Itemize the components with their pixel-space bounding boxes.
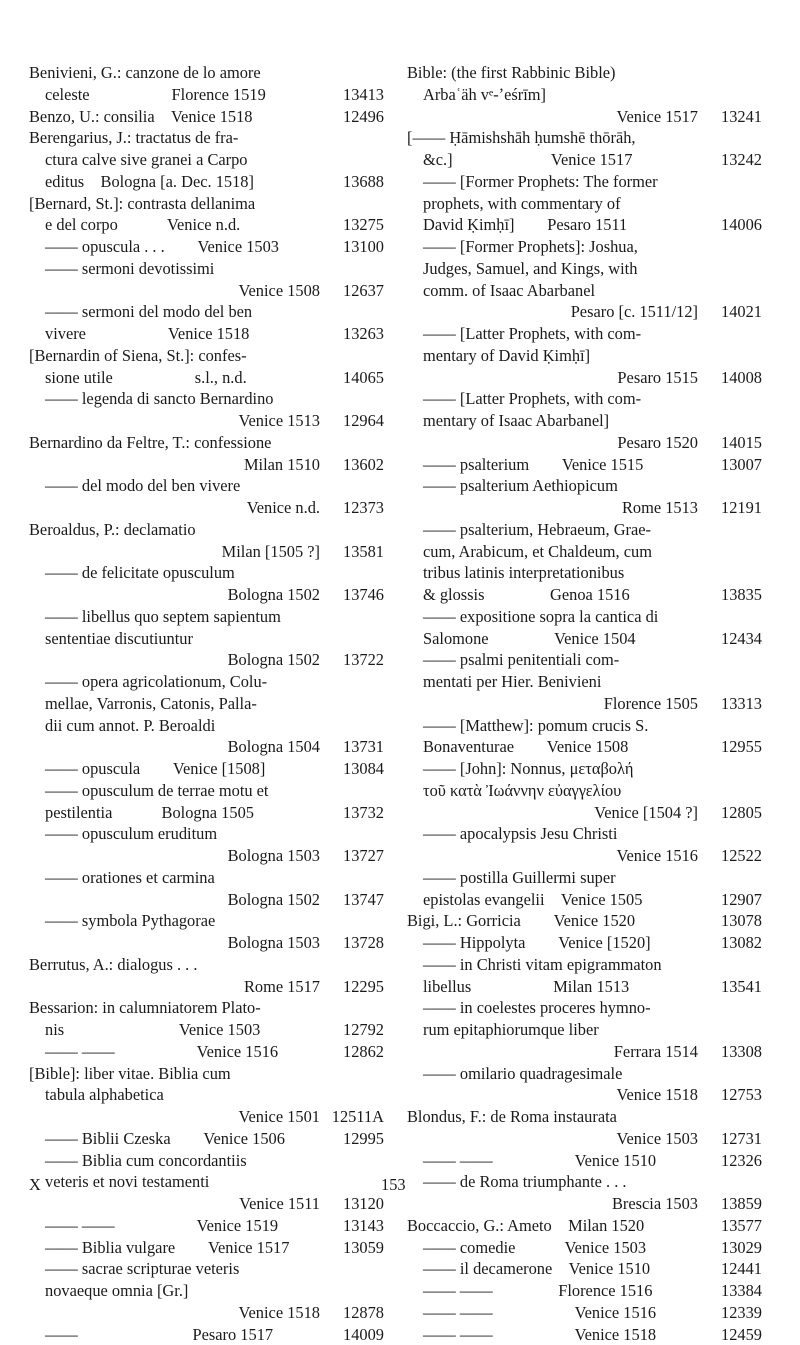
entry-text: Berrutus, A.: dialogus . . . (29, 954, 320, 976)
entry-text: cum, Arabicum, et Chaldeum, cum (423, 541, 698, 563)
entry-text: —— Biblia vulgare Venice 1517 (45, 1237, 320, 1259)
entry-text: Salomone Venice 1504 (423, 628, 698, 650)
entry-number: 13602 (324, 454, 384, 476)
entry-number: 13120 (324, 1193, 384, 1215)
catalogue-entry-line (407, 976, 762, 998)
catalogue-entry-line (407, 889, 762, 911)
catalogue-entry-line (407, 62, 762, 84)
catalogue-entry-line (407, 910, 762, 932)
entry-number: 13746 (324, 584, 384, 606)
entry-text: Venice 1513 (29, 410, 320, 432)
catalogue-entry-line (29, 323, 384, 345)
entry-text: editus Bologna [a. Dec. 1518] (45, 171, 320, 193)
entry-text: Ferrara 1514 (407, 1041, 698, 1063)
entry-text: —— sermoni del modo del ben (45, 301, 320, 323)
entry-text: —— postilla Guillermi super (423, 867, 698, 889)
entry-number: 13731 (324, 736, 384, 758)
right-column (407, 62, 762, 1345)
catalogue-entry-line (29, 62, 384, 84)
entry-text: —— [Latter Prophets, with com- (423, 323, 698, 345)
entry-number: 13581 (324, 541, 384, 563)
catalogue-entry-line (29, 889, 384, 911)
catalogue-entry-line (29, 171, 384, 193)
entry-text: Pesaro 1515 (407, 367, 698, 389)
catalogue-entry-line (407, 1128, 762, 1150)
catalogue-entry-line (29, 497, 384, 519)
entry-text: David Ḳimḥī] Pesaro 1511 (423, 214, 698, 236)
catalogue-entry-line (407, 758, 762, 780)
catalogue-entry-line (407, 388, 762, 410)
entry-number: 13413 (324, 84, 384, 106)
entry-text: Benivieni, G.: canzone de lo amore (29, 62, 320, 84)
entry-text: Bologna 1503 (29, 845, 320, 867)
catalogue-entry-line (407, 1258, 762, 1280)
catalogue-entry-line (29, 388, 384, 410)
entry-text: mentary of Isaac Abarbanel] (423, 410, 698, 432)
catalogue-entry-line (407, 1302, 762, 1324)
entry-number: 12731 (702, 1128, 762, 1150)
catalogue-entry-line (29, 345, 384, 367)
catalogue-entry-line (407, 1171, 762, 1193)
entry-text: Bologna 1503 (29, 932, 320, 954)
entry-text: Bologna 1502 (29, 584, 320, 606)
entry-text: e del corpo Venice n.d. (45, 214, 320, 236)
catalogue-entry-line (29, 193, 384, 215)
catalogue-entry-line (407, 84, 762, 106)
entry-text: Bernardino da Feltre, T.: confessione (29, 432, 320, 454)
entry-text: —— de felicitate opusculum (45, 562, 320, 584)
entry-text: vivere Venice 1518 (45, 323, 320, 345)
entry-text: —— psalterium, Hebraeum, Grae- (423, 519, 698, 541)
catalogue-entry-line (29, 475, 384, 497)
entry-number: 12191 (702, 497, 762, 519)
catalogue-entry-line (29, 910, 384, 932)
entry-text: Venice 1516 (407, 845, 698, 867)
catalogue-entry-line (29, 1280, 384, 1302)
catalogue-entry-line (29, 954, 384, 976)
entry-text: tabula alphabetica (45, 1084, 320, 1106)
entry-text: epistolas evangelii Venice 1505 (423, 889, 698, 911)
entry-number: 13078 (702, 910, 762, 932)
entry-number: 12522 (702, 845, 762, 867)
catalogue-entry-line (407, 1019, 762, 1041)
entry-text: Pesaro [c. 1511/12] (407, 301, 698, 323)
entry-text: —— [Matthew]: pomum crucis S. (423, 715, 698, 737)
left-column (29, 62, 384, 1345)
entry-text: Bigi, L.: Gorricia Venice 1520 (407, 910, 698, 932)
catalogue-entry-line (29, 736, 384, 758)
entry-number: 12862 (324, 1041, 384, 1063)
entry-text: Venice 1518 (29, 1302, 320, 1324)
catalogue-entry-line (407, 497, 762, 519)
entry-text: Bologna 1502 (29, 649, 320, 671)
entry-number: 13308 (702, 1041, 762, 1063)
catalogue-entry-line (407, 1324, 762, 1345)
catalogue-entry-line (407, 475, 762, 497)
entry-text: —— omilario quadragesimale (423, 1063, 698, 1085)
catalogue-entry-line (407, 1215, 762, 1237)
catalogue-entry-line (29, 1084, 384, 1106)
entry-text: prophets, with commentary of (423, 193, 698, 215)
catalogue-entry-line (407, 802, 762, 824)
entry-number: 13275 (324, 214, 384, 236)
entry-text: —— psalterium Venice 1515 (423, 454, 698, 476)
entry-text: Venice 1503 (407, 1128, 698, 1150)
entry-number: 13688 (324, 171, 384, 193)
entry-text: pestilentia Bologna 1505 (45, 802, 320, 824)
entry-number: 13727 (324, 845, 384, 867)
entry-number: 12339 (702, 1302, 762, 1324)
entry-text: —— opuscula Venice [1508] (45, 758, 320, 780)
entry-text: &c.] Venice 1517 (423, 149, 698, 171)
entry-text: Venice 1508 (29, 280, 320, 302)
catalogue-entry-line (407, 1280, 762, 1302)
entry-text: —— Pesaro 1517 (45, 1324, 320, 1345)
catalogue-entry-line (407, 867, 762, 889)
entry-number: 12964 (324, 410, 384, 432)
catalogue-entry-line (407, 845, 762, 867)
entry-number: 13082 (702, 932, 762, 954)
catalogue-entry-line (29, 584, 384, 606)
entry-number: 12441 (702, 1258, 762, 1280)
entry-text: —— sacrae scripturae veteris (45, 1258, 320, 1280)
catalogue-entry-line (29, 976, 384, 998)
entry-number: 13728 (324, 932, 384, 954)
entry-number: 12637 (324, 280, 384, 302)
catalogue-entry-line (407, 454, 762, 476)
catalogue-entry-line (29, 997, 384, 1019)
entry-text: & glossis Genoa 1516 (423, 584, 698, 606)
signature-mark: X (29, 1174, 41, 1196)
entry-text: Bologna 1504 (29, 736, 320, 758)
catalogue-entry-line (407, 280, 762, 302)
entry-number: 13263 (324, 323, 384, 345)
entry-text: —— —— Venice 1510 (423, 1150, 698, 1172)
entry-text: Venice 1517 (407, 106, 698, 128)
catalogue-entry-line (407, 1106, 762, 1128)
entry-text: —— il decamerone Venice 1510 (423, 1258, 698, 1280)
catalogue-entry-line (407, 127, 762, 149)
entry-text: —— del modo del ben vivere (45, 475, 320, 497)
entry-text: —— in coelestes proceres hymno- (423, 997, 698, 1019)
catalogue-entry-line (407, 171, 762, 193)
entry-text: Bessarion: in calumniatorem Plato- (29, 997, 320, 1019)
entry-text: Beroaldus, P.: declamatio (29, 519, 320, 541)
catalogue-entry-line (407, 193, 762, 215)
catalogue-entry-line (29, 845, 384, 867)
catalogue-entry-line (29, 127, 384, 149)
entry-number: 12496 (324, 106, 384, 128)
catalogue-entry-line (29, 214, 384, 236)
catalogue-entry-line (407, 628, 762, 650)
entry-text: Pesaro 1520 (407, 432, 698, 454)
catalogue-entry-line (29, 106, 384, 128)
catalogue-entry-line (29, 628, 384, 650)
catalogue-entry-line (29, 258, 384, 280)
catalogue-entry-line (407, 1084, 762, 1106)
catalogue-entry-line (407, 323, 762, 345)
catalogue-entry-line (407, 780, 762, 802)
catalogue-entry-line (29, 541, 384, 563)
entry-text: —— [Former Prophets: The former (423, 171, 698, 193)
entry-number: 13084 (324, 758, 384, 780)
catalogue-entry-line (29, 802, 384, 824)
entry-number: 12511A (324, 1106, 384, 1128)
entry-text: —— —— Venice 1518 (423, 1324, 698, 1345)
catalogue-entry-line (29, 693, 384, 715)
entry-number: 12878 (324, 1302, 384, 1324)
entry-text: novaeque omnia [Gr.] (45, 1280, 320, 1302)
catalogue-entry-line (29, 780, 384, 802)
catalogue-entry-line (29, 671, 384, 693)
entry-text: mellae, Varronis, Catonis, Palla- (45, 693, 320, 715)
catalogue-entry-line (29, 1019, 384, 1041)
entry-text: —— opusculum eruditum (45, 823, 320, 845)
entry-text: —— legenda di sancto Bernardino (45, 388, 320, 410)
entry-text: sione utile s.l., n.d. (45, 367, 320, 389)
entry-number: 12326 (702, 1150, 762, 1172)
entry-text: —— —— Florence 1516 (423, 1280, 698, 1302)
entry-text: sententiae discutiuntur (45, 628, 320, 650)
catalogue-entry-line (407, 584, 762, 606)
entry-number: 13029 (702, 1237, 762, 1259)
catalogue-entry-line (29, 1128, 384, 1150)
catalogue-entry-line (407, 932, 762, 954)
entry-number: 14065 (324, 367, 384, 389)
entry-text: Venice 1511 (29, 1193, 320, 1215)
entry-text: —— opusculum de terrae motu et (45, 780, 320, 802)
entry-text: —— comedie Venice 1503 (423, 1237, 698, 1259)
catalogue-entry-line (407, 258, 762, 280)
catalogue-entry-line (407, 367, 762, 389)
entry-number: 12805 (702, 802, 762, 824)
entry-number: 13007 (702, 454, 762, 476)
catalogue-entry-line (407, 214, 762, 236)
catalogue-entry-line (29, 1215, 384, 1237)
entry-text: Venice [1504 ?] (407, 802, 698, 824)
entry-number: 13100 (324, 236, 384, 258)
catalogue-entry-line (29, 367, 384, 389)
entry-number: 12373 (324, 497, 384, 519)
entry-text: Florence 1505 (407, 693, 698, 715)
entry-text: libellus Milan 1513 (423, 976, 698, 998)
entry-number: 13241 (702, 106, 762, 128)
entry-number: 14008 (702, 367, 762, 389)
entry-text: —— —— Venice 1516 (45, 1041, 320, 1063)
entry-text: Bologna 1502 (29, 889, 320, 911)
entry-number: 13747 (324, 889, 384, 911)
entry-text: Bonaventurae Venice 1508 (423, 736, 698, 758)
catalogue-entry-line (29, 149, 384, 171)
entry-text: mentary of David Ḳimḥī] (423, 345, 698, 367)
entry-number: 12995 (324, 1128, 384, 1150)
catalogue-entry-line (29, 410, 384, 432)
entry-text: —— [Former Prophets]: Joshua, (423, 236, 698, 258)
entry-text: Blondus, F.: de Roma instaurata (407, 1106, 698, 1128)
entry-text: Venice n.d. (29, 497, 320, 519)
entry-number: 12907 (702, 889, 762, 911)
entry-text: —— orationes et carmina (45, 867, 320, 889)
catalogue-entry-line (29, 1258, 384, 1280)
catalogue-entry-line (407, 1041, 762, 1063)
catalogue-entry-line (29, 649, 384, 671)
entry-number: 13722 (324, 649, 384, 671)
entry-text: —— in Christi vitam epigrammaton (423, 954, 698, 976)
catalogue-entry-line (407, 671, 762, 693)
catalogue-entry-line (29, 1193, 384, 1215)
entry-text: —— psalmi penitentiali com- (423, 649, 698, 671)
entry-text: —— de Roma triumphante . . . (423, 1171, 698, 1193)
entry-text: [Bible]: liber vitae. Biblia cum (29, 1063, 320, 1085)
entry-text: —— libellus quo septem sapientum (45, 606, 320, 628)
catalogue-entry-line (29, 932, 384, 954)
catalogue-entry-line (29, 562, 384, 584)
catalogue-entry-line (407, 1193, 762, 1215)
catalogue-entry-line (29, 758, 384, 780)
catalogue-entry-line (29, 1171, 384, 1193)
catalogue-entry-line (407, 823, 762, 845)
entry-text: Berengarius, J.: tractatus de fra- (29, 127, 320, 149)
catalogue-entry-line (29, 1324, 384, 1345)
entry-text: —— opuscula . . . Venice 1503 (45, 236, 320, 258)
catalogue-entry-line (29, 301, 384, 323)
entry-text: —— —— Venice 1516 (423, 1302, 698, 1324)
entry-text: nis Venice 1503 (45, 1019, 320, 1041)
catalogue-entry-line (407, 301, 762, 323)
entry-text: Rome 1513 (407, 497, 698, 519)
entry-text: [—— Ḥāmishshāh ḥumshē thōrāh, (407, 127, 698, 149)
catalogue-entry-line (29, 867, 384, 889)
entry-text: celeste Florence 1519 (45, 84, 320, 106)
entry-text: —— symbola Pythagorae (45, 910, 320, 932)
entry-number: 12434 (702, 628, 762, 650)
entry-text: ctura calve sive granei a Carpo (45, 149, 320, 171)
entry-number: 13835 (702, 584, 762, 606)
catalogue-entry-line (29, 1106, 384, 1128)
catalogue-entry-line (29, 84, 384, 106)
entry-number: 13732 (324, 802, 384, 824)
entry-number: 14006 (702, 214, 762, 236)
catalogue-entry-line (407, 149, 762, 171)
entry-text: Judges, Samuel, and Kings, with (423, 258, 698, 280)
catalogue-entry-line (407, 649, 762, 671)
catalogue-entry-line (29, 519, 384, 541)
entry-number: 12295 (324, 976, 384, 998)
catalogue-entry-line (29, 280, 384, 302)
catalogue-entry-line (29, 715, 384, 737)
entry-text: tribus latinis interpretationibus (423, 562, 698, 584)
catalogue-entry-line (29, 823, 384, 845)
entry-text: Rome 1517 (29, 976, 320, 998)
entry-text: —— psalterium Aethiopicum (423, 475, 698, 497)
entry-number: 12459 (702, 1324, 762, 1345)
entry-text: mentati per Hier. Benivieni (423, 671, 698, 693)
catalogue-entry-line (29, 236, 384, 258)
entry-number: 13541 (702, 976, 762, 998)
catalogue-entry-line (407, 1063, 762, 1085)
entry-number: 13143 (324, 1215, 384, 1237)
entry-text: —— —— Venice 1519 (45, 1215, 320, 1237)
entry-text: —— apocalypsis Jesu Christi (423, 823, 698, 845)
entry-text: Arbaʿäh vᵉ-ʼeśrīm] (423, 84, 698, 106)
catalogue-entry-line (407, 236, 762, 258)
catalogue-entry-line (29, 454, 384, 476)
catalogue-entry-line (29, 606, 384, 628)
catalogue-entry-line (407, 715, 762, 737)
entry-number: 13577 (702, 1215, 762, 1237)
entry-text: Milan 1510 (29, 454, 320, 476)
entry-text: Venice 1518 (407, 1084, 698, 1106)
catalogue-entry-line (29, 1041, 384, 1063)
catalogue-entry-line (29, 1063, 384, 1085)
entry-text: —— [Latter Prophets, with com- (423, 388, 698, 410)
entry-number: 13242 (702, 149, 762, 171)
catalogue-entry-line (407, 106, 762, 128)
entry-text: Boccaccio, G.: Ameto Milan 1520 (407, 1215, 698, 1237)
entry-text: Venice 1501 (29, 1106, 320, 1128)
entry-text: —— sermoni devotissimi (45, 258, 320, 280)
catalogue-entry-line (407, 432, 762, 454)
catalogue-entry-line (407, 1150, 762, 1172)
entry-number: 13313 (702, 693, 762, 715)
entry-text: Brescia 1503 (407, 1193, 698, 1215)
entry-number: 13384 (702, 1280, 762, 1302)
entry-number: 13859 (702, 1193, 762, 1215)
entry-number: 14021 (702, 301, 762, 323)
entry-text: comm. of Isaac Abarbanel (423, 280, 698, 302)
entry-number: 14015 (702, 432, 762, 454)
catalogue-entry-line (29, 432, 384, 454)
catalogue-entry-line (29, 1302, 384, 1324)
entry-text: [Bernardin of Siena, St.]: confes- (29, 345, 320, 367)
entry-number: 13059 (324, 1237, 384, 1259)
catalogue-entry-line (407, 954, 762, 976)
entry-text: —— opera agricolationum, Colu- (45, 671, 320, 693)
entry-text: —— expositione sopra la cantica di (423, 606, 698, 628)
catalogue-entry-line (29, 1150, 384, 1172)
entry-number: 12753 (702, 1084, 762, 1106)
entry-text: Bible: (the first Rabbinic Bible) (407, 62, 698, 84)
entry-text: veteris et novi testamenti (45, 1171, 320, 1193)
catalogue-entry-line (407, 693, 762, 715)
catalogue-entry-line (407, 1237, 762, 1259)
entry-text: Milan [1505 ?] (29, 541, 320, 563)
entry-text: τοῦ κατὰ Ἰωάννην εὐαγγελίου (423, 780, 698, 802)
catalogue-entry-line (407, 562, 762, 584)
entry-text: Benzo, U.: consilia Venice 1518 (29, 106, 320, 128)
entry-number: 12792 (324, 1019, 384, 1041)
page-number: 153 (381, 1174, 406, 1196)
catalogue-entry-line (407, 997, 762, 1019)
catalogue-entry-line (407, 541, 762, 563)
entry-text: —— Hippolyta Venice [1520] (423, 932, 698, 954)
entry-text: [Bernard, St.]: contrasta dellanima (29, 193, 320, 215)
catalogue-entry-line (407, 345, 762, 367)
catalogue-entry-line (29, 1237, 384, 1259)
catalogue-entry-line (407, 736, 762, 758)
entry-text: —— Biblii Czeska Venice 1506 (45, 1128, 320, 1150)
entry-number: 14009 (324, 1324, 384, 1345)
entry-number: 12955 (702, 736, 762, 758)
entry-text: —— [John]: Nonnus, μεταβολή (423, 758, 698, 780)
catalogue-entry-line (407, 519, 762, 541)
entry-text: —— Biblia cum concordantiis (45, 1150, 320, 1172)
catalogue-entry-line (407, 606, 762, 628)
entry-text: dii cum annot. P. Beroaldi (45, 715, 320, 737)
catalogue-entry-line (407, 410, 762, 432)
entry-text: rum epitaphiorumque liber (423, 1019, 698, 1041)
